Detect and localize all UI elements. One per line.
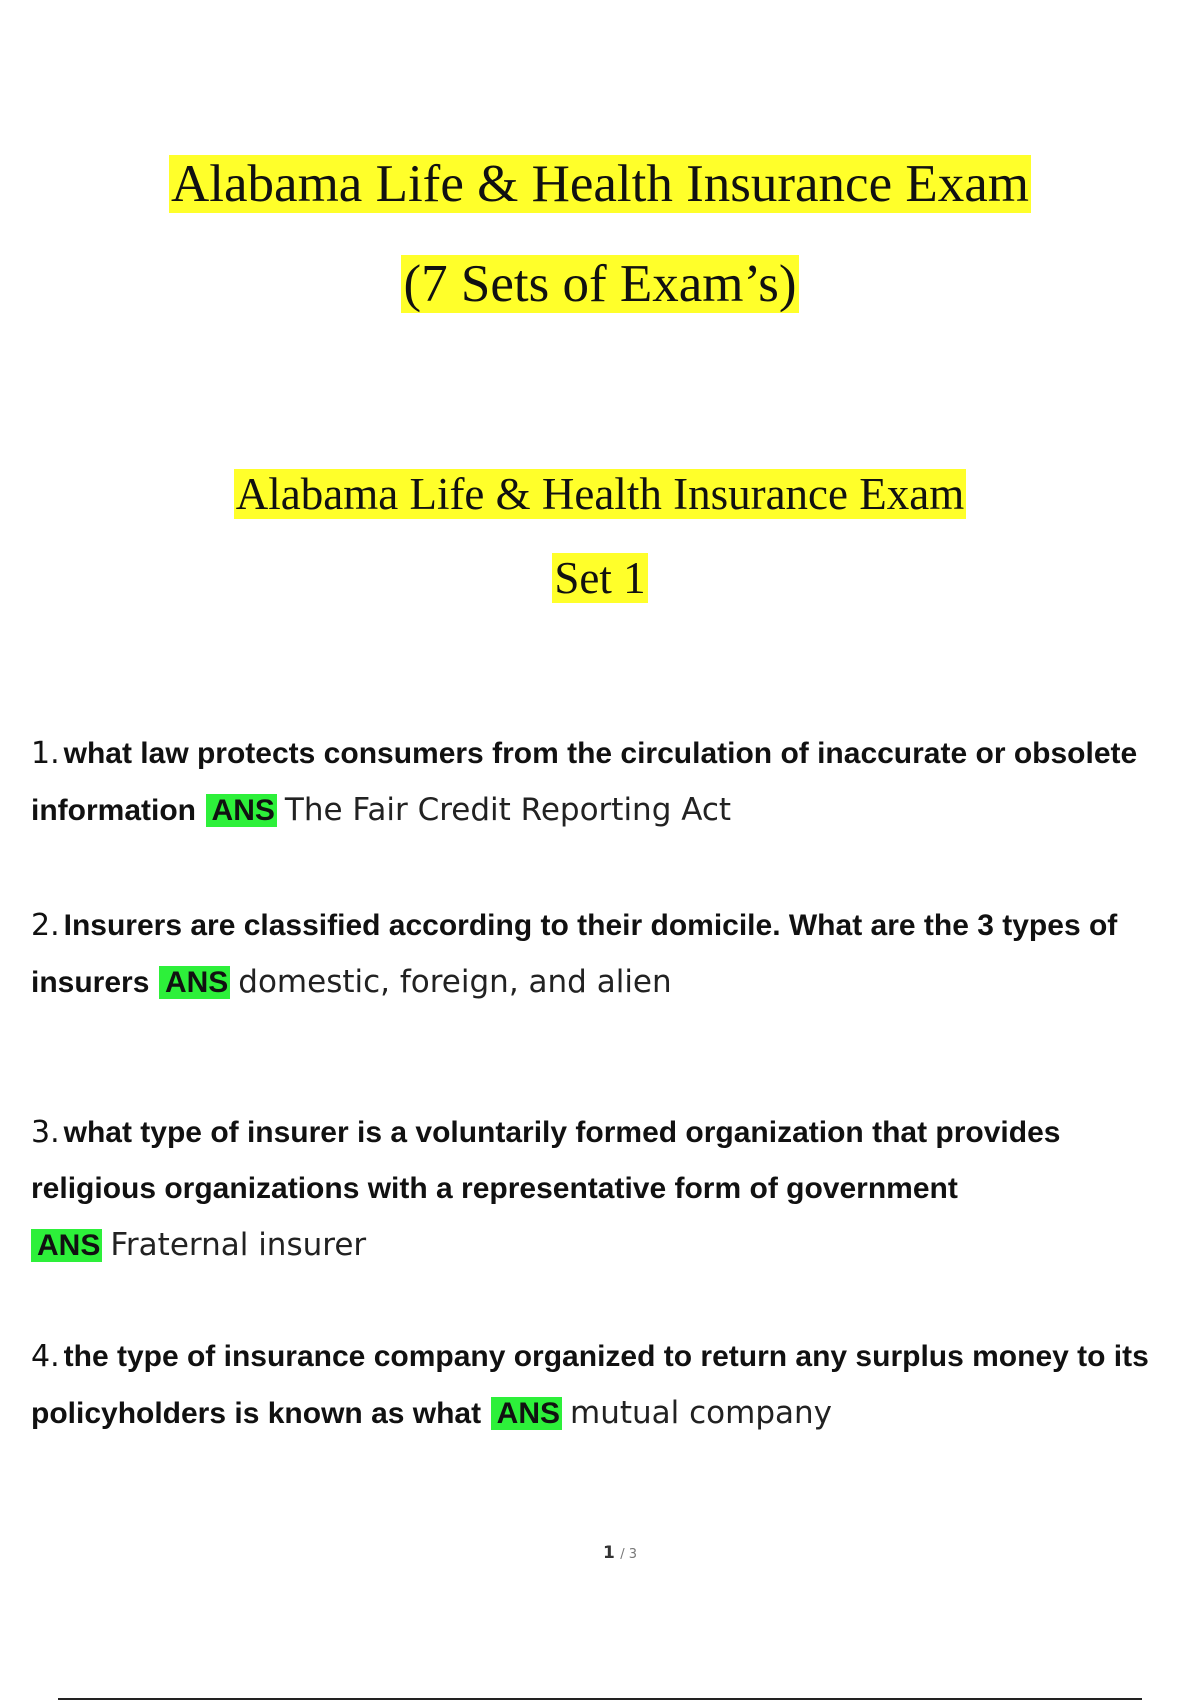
document-title-text: Alabama Life & Health Insurance Exam <box>171 155 1029 213</box>
document-subtitle <box>0 248 1200 320</box>
set-heading-text: Alabama Life & Health Insurance Exam <box>235 469 965 519</box>
document-title <box>0 148 1200 220</box>
question-number: 3. <box>31 1115 60 1150</box>
answer-text: mutual company <box>570 1395 832 1431</box>
set-heading <box>0 464 1200 524</box>
question-item-3 <box>31 1105 1171 1274</box>
question-number: 4. <box>31 1339 60 1374</box>
set-label <box>0 548 1200 608</box>
current-page: 1 <box>602 1543 615 1563</box>
question-text: the type of insurance company organized to return any surplus money to its policyholders is known as what <box>31 1340 1149 1430</box>
ans-badge: ANS <box>31 1229 102 1262</box>
ans-badge: ANS <box>491 1397 562 1430</box>
page-indicator <box>0 1543 1200 1563</box>
question-item-1 <box>31 726 1171 839</box>
total-pages: / 3 <box>620 1547 638 1562</box>
answer-text: Fraternal insurer <box>110 1227 367 1263</box>
document-subtitle-text: (7 Sets of Exam’s) <box>403 255 797 313</box>
ans-badge: ANS <box>159 966 230 999</box>
question-number: 2. <box>31 908 60 943</box>
ans-badge: ANS <box>206 794 277 827</box>
question-item-4 <box>31 1329 1171 1442</box>
question-number: 1. <box>31 736 60 771</box>
question-text: what type of insurer is a voluntarily formed organization that provides religious organizations with a representative form of government <box>31 1116 1061 1205</box>
question-item-2 <box>31 898 1171 1011</box>
question-text: Insurers are classified according to their domicile. What are the 3 types of insurers <box>31 909 1118 999</box>
answer-text: domestic, foreign, and alien <box>238 964 672 1000</box>
set-label-text: Set 1 <box>554 553 646 603</box>
question-text: what law protects consumers from the circulation of inaccurate or obsolete information <box>31 737 1138 827</box>
answer-text: The Fair Credit Reporting Act <box>284 792 732 828</box>
